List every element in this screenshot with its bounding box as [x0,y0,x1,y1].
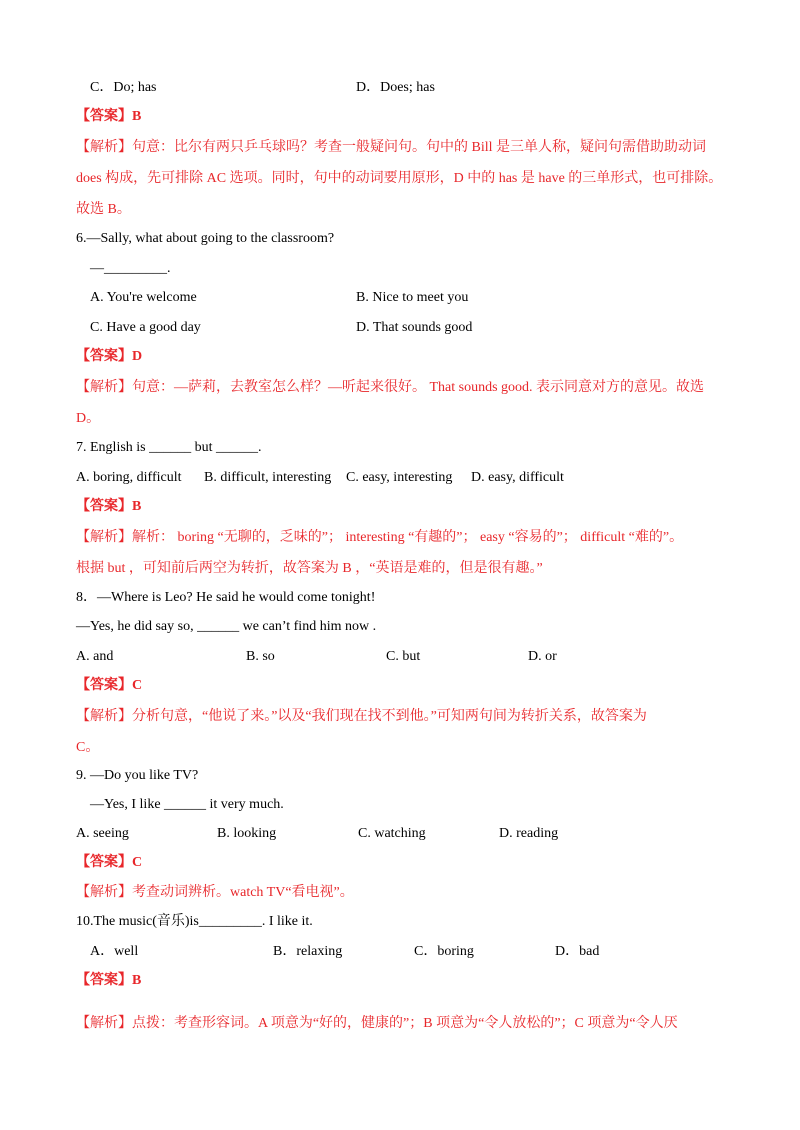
q9-option-a: A. seeing [76,826,129,841]
q10-question: 10.The music(音乐)is_________. I like it. [76,914,313,929]
q10-option-a: A．well [90,944,139,959]
q6-question: 6.—Sally, what about going to the classroom? [76,231,335,246]
q7-option-b: B. difficult, interesting [204,470,332,485]
q10-answer: 【答案】B [76,973,142,988]
q8-question: 8．—Where is Leo? He said he would come tonight! [76,590,376,605]
q10-option-c: C．boring [414,944,474,959]
q9-line-2: —Yes, I like ______ it very much. [90,797,284,812]
q5-option-c: C．Do; has [90,80,157,95]
q5-answer: 【答案】B [76,109,142,124]
q5-analysis-line-1: 【解析】句意：比尔有两只乒乓球吗？考查一般疑问句。句中的 Bill 是三单人称，疑问句需借助助动词 [76,140,707,155]
q5-analysis-line-2: does 构成，先可排除 AC 选项。同时，句中的动词要用原形，D 中的 has 是 have 的三单形式，也可排除。 [76,171,723,186]
q7-option-c: C. easy, interesting [346,470,453,485]
q8-option-d: D. or [528,649,557,664]
q8-answer: 【答案】C [76,678,143,693]
q6-answer: 【答案】D [76,349,143,364]
q9-question: 9. —Do you like TV? [76,768,199,783]
q9-analysis-line-1: 【解析】考查动词辨析。watch TV“看电视”。 [76,885,354,900]
q8-line-2: —Yes, he did say so, ______ we can’t find him now . [76,619,377,634]
q6-option-c: C. Have a good day [90,320,201,335]
q8-analysis-line-1: 【解析】分析句意，“他说了来。”以及“我们现在找不到他。”可知两句间为转折关系，故答案为 [76,709,647,724]
q9-option-c: C. watching [358,826,426,841]
q6-option-a: A. You're welcome [90,290,197,305]
q6-option-d: D. That sounds good [356,320,473,335]
q7-analysis-line-1: 【解析】解析： boring “无聊的，乏味的”； interesting “有趣的”； easy “容易的”； difficult “难的”。 [76,530,684,545]
q5-analysis-line-3: 故选 B。 [76,202,131,217]
q6-analysis-line-1: 【解析】句意：—萨莉，去教室怎么样？—听起来很好。 That sounds good. 表示同意对方的意见。故选 [76,380,705,395]
q10-analysis-line-1: 【解析】点拨：考查形容词。A 项意为“好的，健康的”；B 项意为“令人放松的”；C 项意为“令人厌 [76,1016,678,1031]
q8-option-a: A. and [76,649,114,664]
q7-option-a: A. boring, difficult [76,470,182,485]
q9-option-b: B. looking [217,826,277,841]
q10-option-b: B．relaxing [273,944,343,959]
q8-option-b: B. so [246,649,275,664]
q9-answer: 【答案】C [76,855,143,870]
q6-blank: —_________. [90,261,171,276]
q6-option-b: B. Nice to meet you [356,290,469,305]
q7-option-d: D. easy, difficult [471,470,564,485]
q7-question: 7. English is ______ but ______. [76,440,262,455]
q8-analysis-line-2: C。 [76,740,100,755]
q8-option-c: C. but [386,649,421,664]
q7-answer: 【答案】B [76,499,142,514]
q5-option-d: D．Does; has [356,80,435,95]
q7-analysis-line-2: 根据 but ，可知前后两空为转折，故答案为 B ，“英语是难的，但是很有趣。” [76,561,543,576]
q9-option-d: D. reading [499,826,559,841]
q6-analysis-line-2: D。 [76,411,101,426]
q10-option-d: D．bad [555,944,600,959]
